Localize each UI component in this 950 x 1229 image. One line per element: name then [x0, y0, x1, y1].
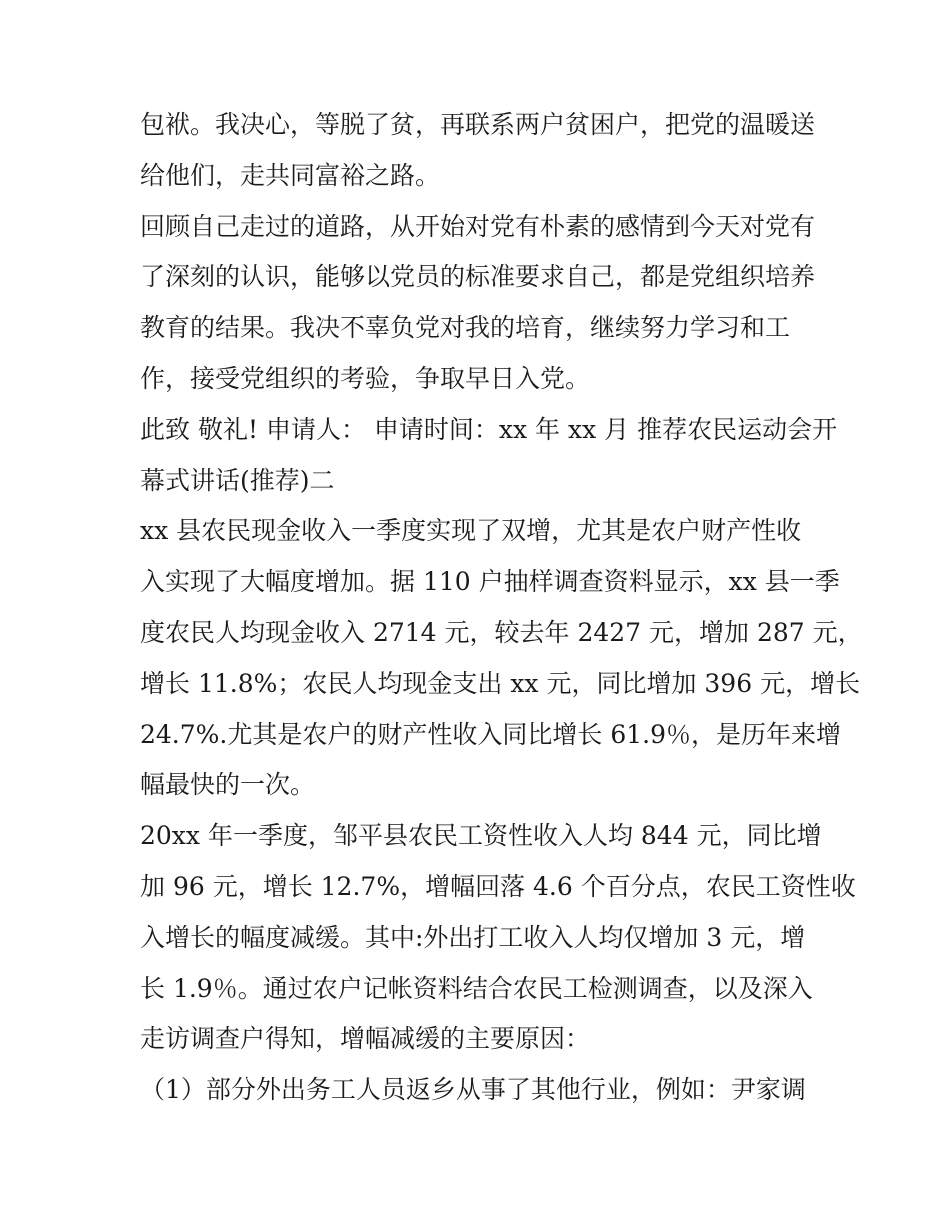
text-line: 入实现了大幅度增加。据 110 户抽样调查资料显示，xx 县一季 [140, 567, 840, 597]
text-line: xx 县农民现金收入一季度实现了双增，尤其是农户财产性收 [140, 516, 802, 546]
paragraph-5 [140, 811, 856, 1065]
text-line: 给他们，走共同富裕之路。 [140, 160, 441, 190]
text-line: 教育的结果。我决不辜负党对我的培育，继续努力学习和工 [140, 313, 791, 343]
text-line: 度农民人均现金收入 2714 元，较去年 2427 元，增加 287 元， [140, 617, 863, 647]
text-line: 走访调查户得知，增幅减缓的主要原因： [140, 1024, 591, 1054]
text-line: （1）部分外出务工人员返乡从事了其他行业，例如：尹家调 [140, 1075, 806, 1105]
paragraph-3 [140, 405, 838, 507]
text-line: 长 1.9％。通过农户记帐资料结合农民工检测调查，以及深入 [140, 973, 813, 1003]
paragraph-6 [140, 1065, 830, 1116]
text-line: 包袱。我决心，等脱了贫，再联系两户贫困户，把党的温暖送 [140, 110, 816, 139]
text-line: 24.7%.尤其是农户的财产性收入同比增长 61.9％，是历年来增 [140, 719, 841, 749]
text-line: 增长 11.8%；农民人均现金支出 xx 元，同比增加 396 元，增长 [140, 668, 861, 698]
text-line: 幕式讲话(推荐)二 [140, 465, 335, 495]
text-line: 入增长的幅度减缓。其中:外出打工收入人均仅增加 3 元，增 [140, 922, 806, 952]
text-line: 加 96 元，增长 12.7%，增幅回落 4.6 个百分点，农民工资性收 [140, 871, 856, 901]
text-line: 作，接受党组织的考验，争取早日入党。 [140, 363, 591, 393]
text-line: 20xx 年一季度，邹平县农民工资性收入人均 844 元，同比增 [140, 821, 822, 851]
document-body [140, 100, 863, 1116]
paragraph-2 [140, 202, 830, 405]
paragraph-4 [140, 506, 863, 811]
text-line: 幅最快的一次。 [140, 770, 316, 800]
text-line: 了深刻的认识，能够以党员的标准要求自己，都是党组织培养 [140, 262, 816, 292]
paragraph-1 [140, 100, 830, 202]
text-line: 此致 敬礼! 申请人： 申请时间：xx 年 xx 月 推荐农民运动会开 [140, 414, 838, 444]
text-line: 回顾自己走过的道路，从开始对党有朴素的感情到今天对党有 [140, 211, 816, 241]
